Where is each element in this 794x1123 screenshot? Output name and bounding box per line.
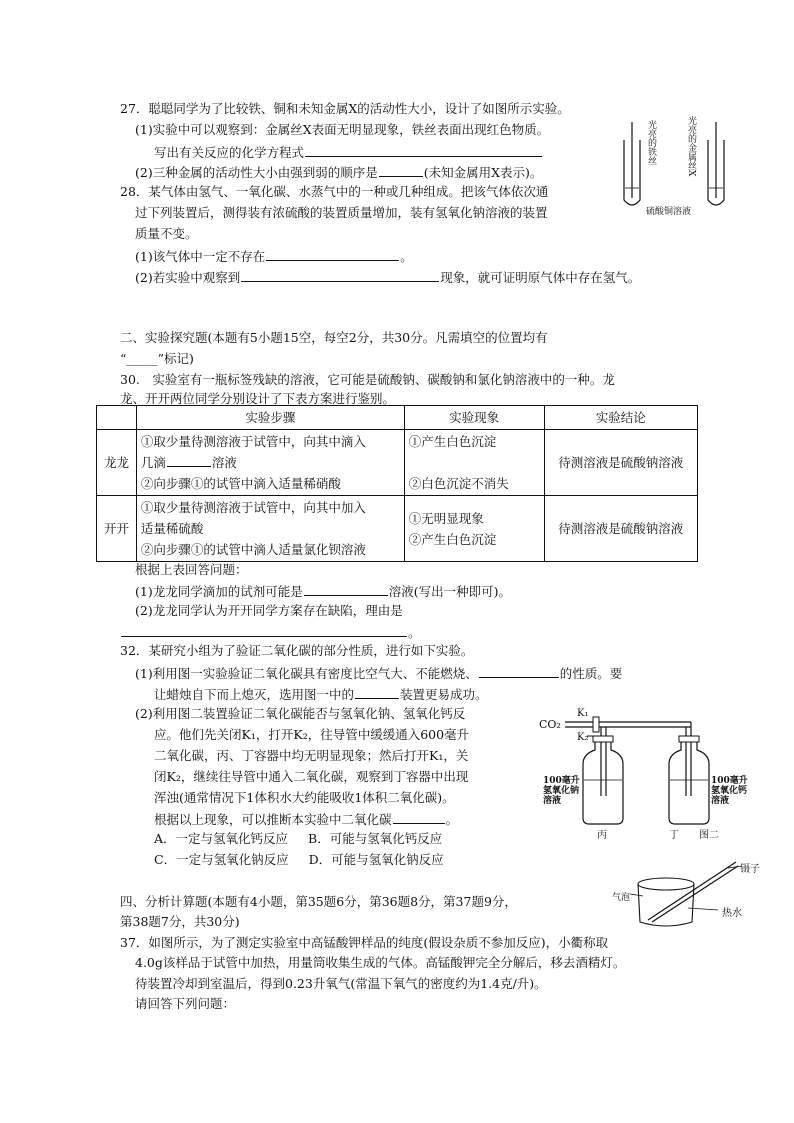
student-name: 龙龙 [97,430,137,496]
ding-label: 丁 [669,830,679,841]
observation-line: ②白色沉淀不消失 [408,476,509,491]
q32-line9: 根据以上现象，可以推断本实验中二氧化碳 。 [154,812,459,827]
observation-line: ①产生白色沉淀 [408,434,497,449]
q28-line4: (1)该气体中一定不存在 。 [135,249,413,264]
table-row [97,496,698,562]
q28-observe-blank[interactable] [241,268,439,282]
option-c[interactable]: C．一定与氢氧化钠反应 [154,852,289,867]
left-bottle-label: 100毫升氢氧化钠溶液 [543,776,580,806]
q37-line1: 37．如图所示，为了测定实验室中高锰酸钾样品的纯度(假设杂质不参加反应)，小衢称取 [120,935,609,950]
steps-cell [136,430,404,496]
q32-line8: 浑浊(通常情况下1体积水大约能吸收1体积二氧化碳)。 [154,790,455,805]
steps-cell [136,496,404,562]
option-a[interactable]: A．一定与氢氧化钙反应 [154,831,289,846]
q32-line3: 让蜡烛自下而上熄灭，选用图一中的 装置更易成功。 [154,687,488,702]
figure-two-caption: 图二 [699,830,719,841]
step-line: ①取少量待测溶液于试管中，向其中加入 [140,500,366,515]
q30-line2: 龙、开开两位同学分别设计了下表方案进行鉴别。 [120,391,396,406]
step-line: 适量稀硫酸 [140,521,204,536]
beaker-figure [612,852,768,932]
q28-line3: 质量不变。 [135,226,198,241]
q27-order-prompt: (2)三种金属的活动性大小由强到弱的顺序是 [135,165,378,180]
q28-line1: 28．某气体由氢气、一氧化碳、水蒸气中的一种或几种组成。把该气体依次通 [120,184,549,199]
q27-left-label: 光亮的铁丝 [646,120,656,165]
q27-order-blank[interactable] [379,163,423,177]
q28-observe-prompt: (2)若实验中观察到 [135,270,241,285]
q32-device-blank[interactable] [355,685,399,699]
q30-reason-line: 。 [120,623,421,641]
q28-line2: 过下列装置后，测得装有浓硫酸的装置质量增加，装有氢氧化钠溶液的装置 [135,205,548,220]
q28-observe-tail: 现象，就可证明原气体中存在氢气。 [440,270,641,285]
step-line: ②向步骤①的试管中滴入适量稀硝酸 [140,476,341,491]
section2-heading-cont: “_____”标记) [120,351,194,366]
q32-line7: 闭K₂，继续往导管中通入二氧化碳，观察到丁容器中出现 [154,769,469,784]
option-d[interactable]: D．可能与氢氧化钠反应 [308,852,444,867]
hot-water-label: 热水 [722,908,742,919]
q27-line1: 27．聪聪同学为了比较铁、铜和未知金属X的活动性大小，设计了如图所示实验。 [120,101,570,116]
observation-cell [404,430,544,496]
q27-bottom-label: 硫酸铜溶液 [646,207,692,217]
q30-answer-intro: 根据上表回答问题： [135,562,248,577]
q30-reagent-blank[interactable] [304,582,388,596]
section4-heading: 四、分析计算题(本题有4小题，第35题6分，第36题8分，第37题9分， [120,894,517,909]
q27-line4 [135,163,542,181]
step-line: 几滴 溶液 [140,455,237,470]
q32-line1: 32．某研究小组为了验证二氧化碳的部分性质，进行如下实验。 [120,643,474,658]
right-bottle-label: 100毫升氢氧化钙溶液 [711,776,748,806]
q27-equation-blank[interactable] [305,143,542,157]
q37-line3: 待装置冷却到室温后，得到0.23升氧气(常温下氧气的密度约为1.4克/升)。 [135,976,547,991]
co2-label: CO₂ [539,718,561,731]
q28-line5 [135,268,640,286]
q32-infer-blank[interactable] [393,810,445,824]
observation-line: ①无明显现象 [408,510,484,526]
table-header-cell: 实验现象 [404,406,544,430]
q27-line3 [154,143,543,161]
q32-line4: (2)利用图二装置验证二氧化碳能否与氢氧化钠、氢氧化钙反 [135,706,466,721]
observation-cell [404,496,544,562]
q37-line4: 请回答下列问题： [135,996,236,1011]
table-row [97,430,698,496]
tweezers-label: 镊子 [740,864,760,875]
section4-heading-cont: 第38题7分，共30分) [120,914,240,929]
q28-not-exist-blank[interactable] [266,247,399,261]
step-line: ②向步骤①的试管中滴人适量氯化钡溶液 [140,542,366,557]
q28-not-exist-prompt: (1)该气体中一定不存在 [135,249,266,264]
q32-options-row1 [154,831,442,847]
q27-figure [616,112,734,220]
q30-answer-2: (2)龙龙同学认为开开同学方案存在缺陷，理由是 [135,603,403,618]
conclusion-cell: 待测溶液是硫酸钠溶液 [544,496,697,562]
q27-equation-prompt: 写出有关反应的化学方程式 [154,145,305,160]
q30-reason-blank[interactable] [121,623,407,637]
apparatus-drawing [533,700,728,840]
q32-line5: 应。他们先关闭K₁，打开K₂，往导管中缓缓通入600毫升 [154,727,470,742]
q27-order-note: (未知金属用X表示)。 [423,165,543,180]
student-name: 开开 [97,496,137,562]
q32-line6: 二氧化碳，丙、丁容器中均无明显现象；然后打开K₁，关 [154,748,469,763]
conclusion-cell: 待测溶液是硫酸钠溶液 [544,430,697,496]
bing-label: 丙 [597,830,607,841]
q30-answer-1: (1)龙龙同学滴加的试剂可能是 溶液(写出一种即可)。 [135,584,511,599]
table-header-cell [97,406,137,430]
experiment-table [96,405,698,562]
table-header-cell: 实验步骤 [136,406,404,430]
observation-line: ②产生白色沉淀 [408,531,497,547]
figure-two-apparatus [533,700,748,841]
section2-heading: 二、实验探究题(本题有5小题15空，每空2分，共30分。凡需填空的位置均有 [120,330,548,345]
step-line: ①取少量待测溶液于试管中，向其中滴入 [140,434,366,449]
reagent-blank[interactable] [167,453,211,467]
table-header-row [97,406,698,430]
k2-label: K₂ [577,732,589,743]
q27-line2: (1)实验中可以观察到：金属丝X表面无明显现象，铁丝表面出现红色物质。 [135,122,550,137]
bubble-label: 气泡 [612,893,631,903]
option-b[interactable]: B．可能与氢氧化钙反应 [308,831,443,846]
q27-right-label: 光亮的金属丝X [686,116,696,177]
q37-line2: 4.0g该样品于试管中加热，用量筒收集生成的气体。高锰酸钾完全分解后，移去酒精灯。 [135,955,626,970]
q32-options-row2 [154,852,444,868]
q32-property-blank[interactable] [479,664,559,678]
table-header-cell: 实验结论 [544,406,697,430]
k1-label: K₁ [577,708,589,719]
q32-line2: (1)利用图一实验验证二氧化碳具有密度比空气大、不能燃烧、 的性质。要 [135,666,623,681]
q30-line1: 30. 实验室有一瓶标签残缺的溶液，它可能是硫酸钠、碳酸钠和氯化钠溶液中的一种。龙 [120,372,615,387]
